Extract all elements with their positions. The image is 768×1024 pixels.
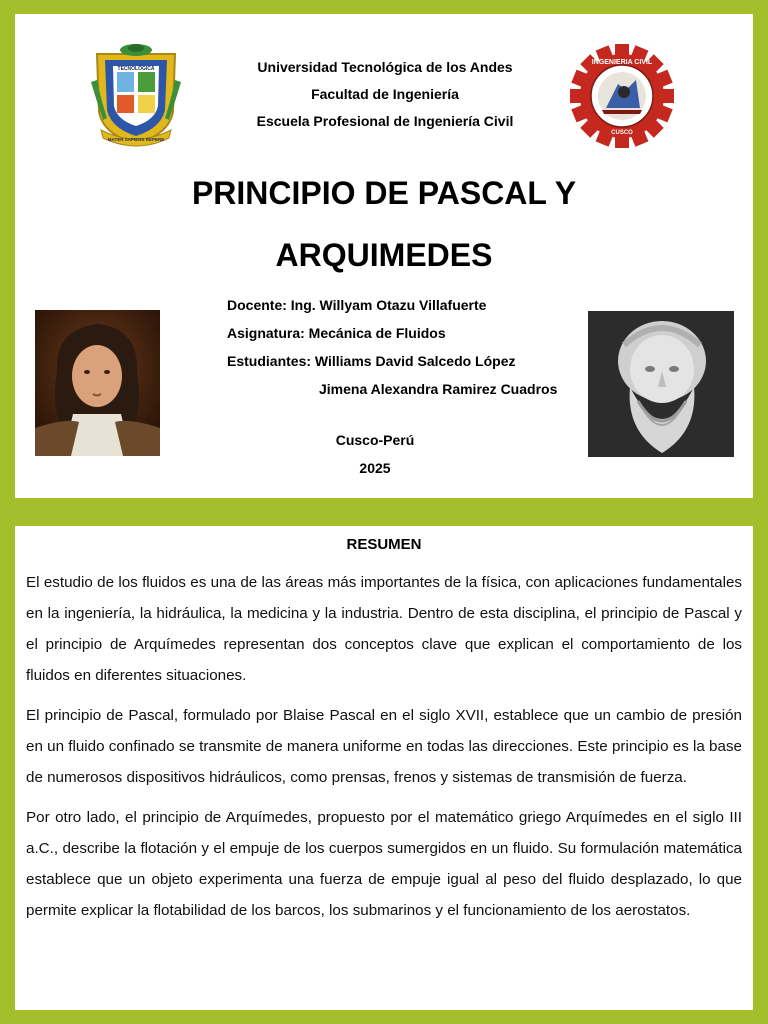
archimedes-bust-image	[588, 311, 734, 457]
abstract-body	[26, 567, 742, 935]
abstract-heading: RESUMEN	[346, 536, 422, 553]
institution-header	[185, 54, 585, 135]
cover-panel	[15, 14, 753, 498]
crest-top-text: TECNOLÓGICA	[117, 66, 155, 72]
gear-ring-text: INGENIERIA CIVIL	[591, 59, 653, 66]
gear-bottom-text: CUSCO	[611, 130, 633, 136]
teacher-line: Docente: Ing. Willyam Otazu Villafuerte	[227, 297, 487, 313]
author-info	[227, 291, 607, 403]
year-text: 2025	[359, 460, 391, 476]
student-2-line: Jimena Alexandra Ramirez Cuadros	[319, 381, 558, 397]
abstract-paragraph-1: El estudio de los fluidos es una de las áreas más importantes de la física, con aplicaciones fundamentales en la ingeniería, la hidráulica, la medicina y la industria. Dentro de esta disciplina, el principio de Pascal y el principio de Arquímedes representan dos conceptos clave que explican el comportamiento de los fluidos en diferentes situaciones.	[26, 574, 742, 684]
civil-engineering-logo	[568, 44, 676, 148]
students-line: Estudiantes: Williams David Salcedo López	[227, 353, 516, 369]
place-and-year	[275, 426, 475, 482]
faculty-name: Facultad de Ingeniería	[311, 86, 459, 102]
university-crest-logo	[89, 42, 183, 148]
subject-line: Asignatura: Mecánica de Fluidos	[227, 325, 446, 341]
title-line-1: PRINCIPIO DE PASCAL Y	[191, 175, 577, 211]
school-name: Escuela Profesional de Ingeniería Civil	[256, 113, 514, 129]
pascal-portrait-image	[35, 310, 160, 456]
place-text: Cusco-Perú	[335, 432, 415, 448]
university-crest-icon	[89, 42, 183, 148]
civil-engineering-gear-icon	[568, 44, 676, 148]
abstract-panel	[15, 526, 753, 1010]
crest-bottom-text: MATER SAPIENS REPERE	[107, 137, 165, 142]
university-name: Universidad Tecnológica de los Andes	[257, 59, 513, 75]
document-title	[55, 162, 713, 286]
abstract-paragraph-3: Por otro lado, el principio de Arquímedes, propuesto por el matemático griego Arquímedes en el siglo III a.C., describe la flotación y el empuje de los cuerpos sumergidos en un fluido. Su formulación matemática establece que un objeto experimenta una fuerza de empuje igual al peso del fluido desplazado, lo que permite explicar la flotabilidad de los barcos, los submarinos y el funcionamiento de los aerostatos.	[26, 809, 742, 919]
abstract-paragraph-2: El principio de Pascal, formulado por Blaise Pascal en el siglo XVII, establece que un cambio de presión en un fluido confinado se transmite de manera uniforme en todas las direcciones. Este principio es la base de numerosos dispositivos hidráulicos, como prensas, frenos y sistemas de transmisión de fuerza.	[26, 707, 742, 786]
title-line-2: ARQUIMEDES	[275, 237, 493, 273]
